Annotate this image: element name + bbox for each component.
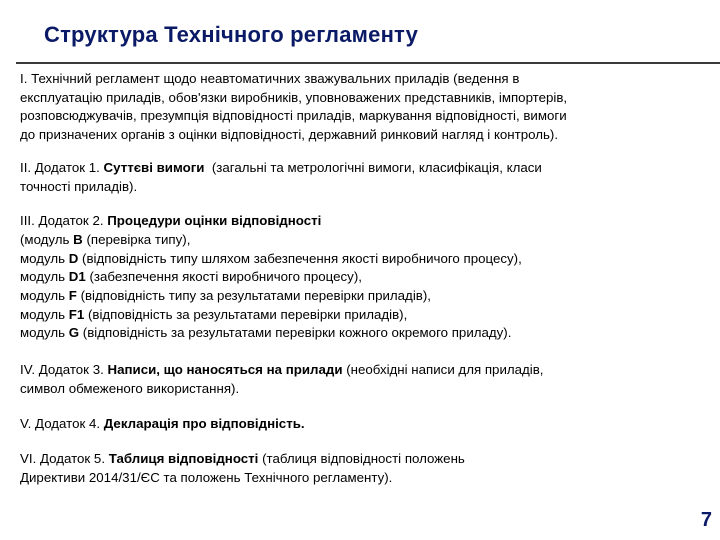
module-description: (відповідність типу шляхом забезпечення якості виробничого процесу), bbox=[78, 250, 522, 266]
module-code: D1 bbox=[68, 269, 86, 285]
section-2 bbox=[20, 159, 700, 196]
section-1 bbox=[20, 70, 700, 145]
module-line bbox=[20, 231, 700, 250]
section-2-heading: Суттєві вимоги bbox=[103, 159, 205, 175]
section-4-prefix: IV. Додаток 3. bbox=[20, 362, 108, 378]
section-4 bbox=[20, 361, 700, 398]
section-5-prefix: V. Додаток 4. bbox=[20, 415, 104, 431]
slide-title: Структура Технічного регламенту bbox=[44, 22, 419, 47]
module-line bbox=[20, 306, 700, 325]
section-1-line: до призначених органів з оцінки відповідності, державний ринковий нагляд і контроль). bbox=[20, 127, 559, 143]
section-2-prefix: II. Додаток 1. bbox=[20, 159, 104, 175]
module-code: B bbox=[73, 231, 83, 247]
module-prefix: модуль bbox=[20, 269, 69, 285]
section-4-heading: Написи, що наносяться на прилади bbox=[107, 362, 343, 378]
section-5-heading: Декларація про відповідність bbox=[103, 415, 301, 431]
section-6 bbox=[20, 450, 700, 487]
module-line bbox=[20, 287, 700, 306]
section-6-heading: Таблиця відповідності bbox=[108, 451, 259, 467]
module-prefix: модуль bbox=[20, 306, 69, 322]
section-6-prefix: VI. Додаток 5. bbox=[20, 451, 109, 467]
section-3-heading: Процедури оцінки відповідності bbox=[107, 213, 322, 229]
module-prefix: (модуль bbox=[20, 231, 74, 247]
slide-content bbox=[20, 70, 700, 502]
section-3-prefix: III. Додаток 2. bbox=[20, 213, 108, 229]
module-code: F1 bbox=[68, 306, 85, 322]
module-code: D bbox=[68, 250, 79, 266]
section-3 bbox=[20, 212, 700, 343]
module-description: (забезпечення якості виробничого процесу), bbox=[85, 269, 362, 285]
section-6-description-cont: Директиви 2014/31/ЄС та положень Технічного регламенту). bbox=[20, 469, 393, 485]
section-5 bbox=[20, 415, 700, 434]
module-prefix: модуль bbox=[20, 250, 69, 266]
module-code: F bbox=[68, 288, 77, 304]
section-2-description: (загальні та метрологічні вимоги, класифікація, класи bbox=[204, 159, 542, 175]
section-1-line: розповсюджувачів, презумпція відповідності приладів, маркування відповідності, вимоги bbox=[20, 108, 567, 124]
module-line bbox=[20, 268, 700, 287]
module-code: G bbox=[68, 325, 80, 341]
module-line bbox=[20, 250, 700, 269]
module-line bbox=[20, 324, 700, 343]
section-1-line: I. Технічний регламент щодо неавтоматичних зважувальних приладів (ведення в bbox=[20, 71, 520, 86]
module-prefix: модуль bbox=[20, 288, 69, 304]
title-divider bbox=[16, 62, 720, 64]
page-number: 7 bbox=[700, 509, 712, 531]
module-description: (відповідність за результатами перевірки приладів), bbox=[84, 306, 408, 322]
module-description: (відповідність типу за результатами перевірки приладів), bbox=[76, 288, 431, 304]
section-4-description: (необхідні написи для приладів, bbox=[342, 362, 544, 378]
module-description: (перевірка типу), bbox=[82, 231, 191, 247]
module-description: (відповідність за результатами перевірки кожного окремого приладу). bbox=[79, 325, 512, 341]
section-4-description-cont: символ обмеженого використання). bbox=[20, 380, 240, 396]
section-2-description-cont: точності приладів). bbox=[20, 178, 138, 194]
section-1-line: експлуатацію приладів, обов'язки виробників, уповноважених представників, імпортерів, bbox=[20, 89, 568, 105]
section-6-description: (таблиця відповідності положень bbox=[258, 451, 465, 467]
module-prefix: модуль bbox=[20, 325, 69, 341]
section-5-suffix: . bbox=[300, 415, 305, 431]
